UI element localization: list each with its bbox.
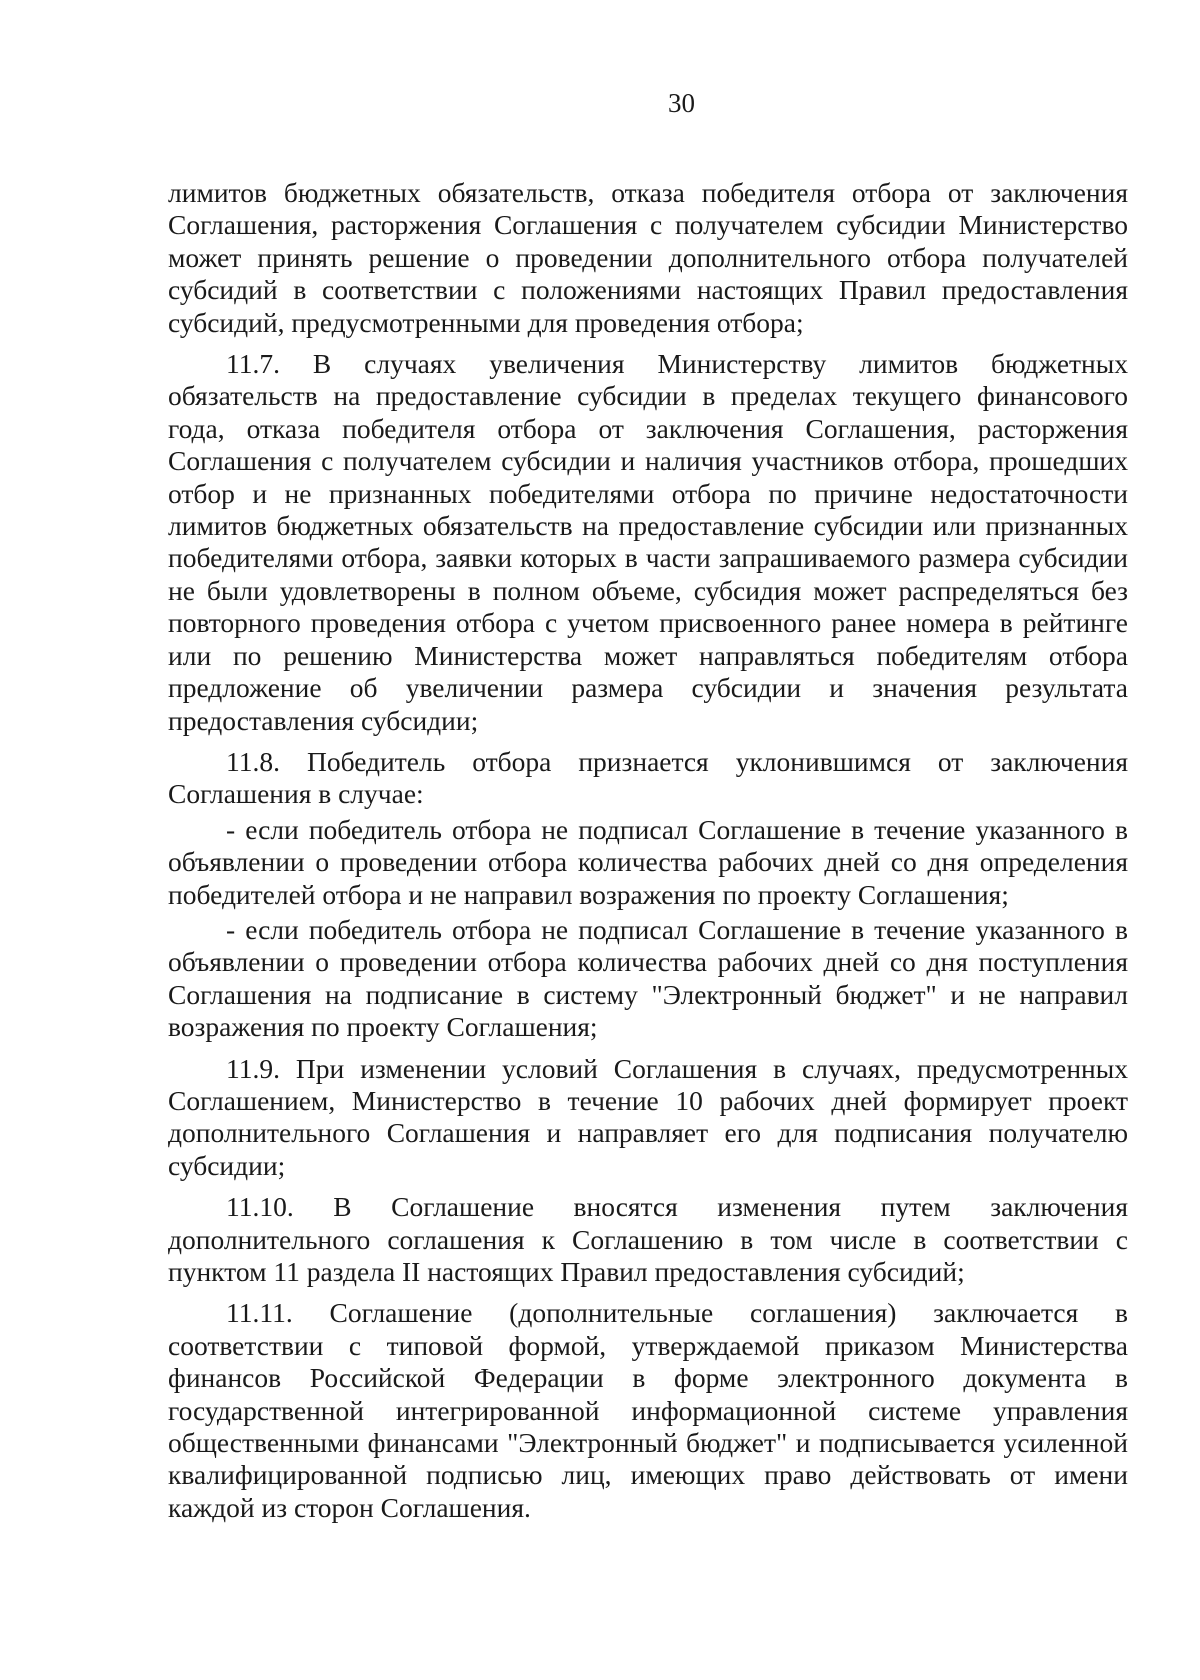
paragraph-11-8: 11.8. Победитель отбора признается уклонившимся от заключения Соглашения в случае:	[168, 745, 1128, 810]
paragraph-continuation: лимитов бюджетных обязательств, отказа победителя отбора от заключения Соглашения, расторжения Соглашения с получателем субсидии Министерство может принять решение о проведении дополнительного отбора получателей субсидий в соответствии с положениями настоящих Правил предоставления субсидий, предусмотренными для проведения отбора;	[168, 177, 1128, 338]
paragraph-11-9: 11.9. При изменении условий Соглашения в случаях, предусмотренных Соглашением, Министерство в течение 10 рабочих дней формирует проект дополнительного Соглашения и направляет его для подписания получателю субсидии;	[168, 1052, 1128, 1181]
document-body	[168, 177, 1128, 1533]
paragraph-11-8-item-1: - если победитель отбора не подписал Соглашение в течение указанного в объявлении о проведении отбора количества рабочих дней со дня определения победителей отбора и не направил возражения по проекту Соглашения;	[168, 813, 1128, 910]
paragraph-11-11: 11.11. Соглашение (дополнительные соглашения) заключается в соответствии с типовой формой, утверждаемой приказом Министерства финансов Российской Федерации в форме электронного документа в государственной интегрированной информационной системе управления общественными финансами "Электронный бюджет" и подписывается усиленной квалифицированной подписью лиц, имеющих право действовать от имени каждой из сторон Соглашения.	[168, 1297, 1128, 1523]
paragraph-11-7: 11.7. В случаях увеличения Министерству лимитов бюджетных обязательств на предоставление субсидии в пределах текущего финансового года, отказа победителя отбора от заключения Соглашения, расторжения Соглашения с получателем субсидии и наличия участников отбора, прошедших отбор и не признанных победителями отбора по причине недостаточности лимитов бюджетных обязательств на предоставление субсидии или признанных победителями отбора, заявки которых в части запрашиваемого размера субсидии не были удовлетворены в полном объеме, субсидия может распределяться без повторного проведения отбора с учетом присвоенного ранее номера в рейтинге или по решению Министерства может направляться победителям отбора предложение об увеличении размера субсидии и значения результата предоставления субсидии;	[168, 348, 1128, 736]
paragraph-11-8-item-2: - если победитель отбора не подписал Соглашение в течение указанного в объявлении о проведении отбора количества рабочих дней со дня поступления Соглашения на подписание в систему "Электронный бюджет" и не направил возражения по проекту Соглашения;	[168, 913, 1128, 1043]
paragraph-11-10: 11.10. В Соглашение вносятся изменения путем заключения дополнительного соглашения к Соглашению в том числе в соответствии с пунктом 11 раздела II настоящих Правил предоставления субсидий;	[168, 1191, 1128, 1287]
page-number-text: 30	[668, 88, 695, 118]
